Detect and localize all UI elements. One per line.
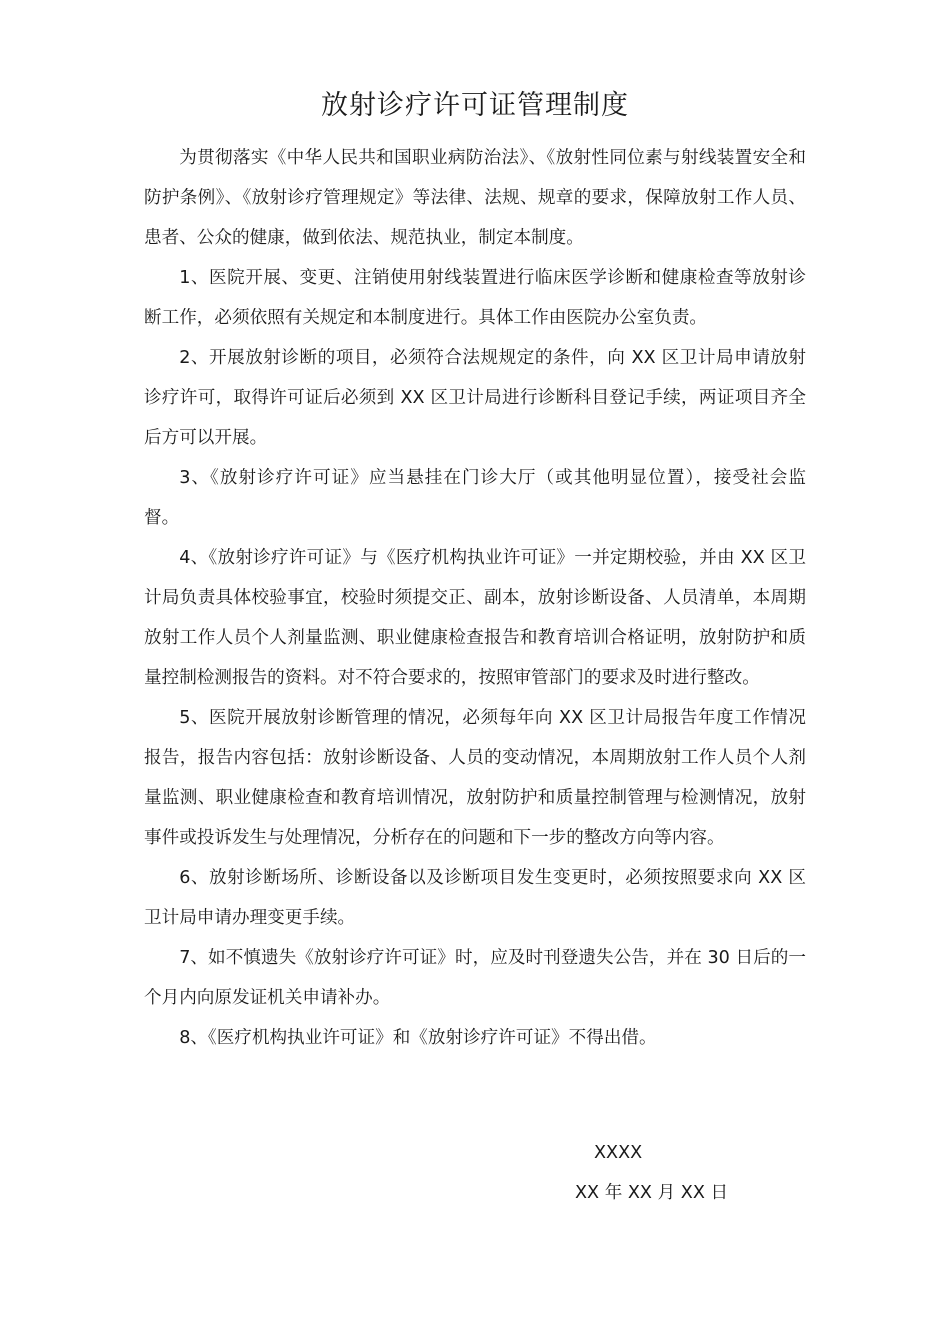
paragraph-item-1: 1、医院开展、变更、注销使用射线装置进行临床医学诊断和健康检查等放射诊断工作，必须依照有关规定和本制度进行。具体工作由医院办公室负责。 [144, 268, 806, 328]
paragraph-item-5: 5、医院开展放射诊断管理的情况，必须每年向 XX 区卫计局报告年度工作情况报告，报告内容包括：放射诊断设备、人员的变动情况，本周期放射工作人员个人剂量监测、职业健康检查和教育培训情况，放射防护和质量控制管理与检测情况，放射事件或投诉发生与处理情况，分析存在的问题和下一步的整改方向等内容。 [144, 708, 806, 848]
paragraph-item-2: 2、开展放射诊断的项目，必须符合法规规定的条件，向 XX 区卫计局申请放射诊疗许可，取得许可证后必须到 XX 区卫计局进行诊断科目登记手续，两证项目齐全后方可以开展。 [144, 348, 806, 448]
paragraph-item-7: 7、如不慎遗失《放射诊疗许可证》时，应及时刊登遗失公告，并在 30 日后的一个月内向原发证机关申请补办。 [144, 948, 806, 1008]
paragraph-intro: 为贯彻落实《中华人民共和国职业病防治法》、《放射性同位素与射线装置安全和防护条例》、《放射诊疗管理规定》等法律、法规、规章的要求，保障放射工作人员、患者、公众的健康，做到依法、规范执业，制定本制度。 [144, 148, 806, 248]
paragraph-item-6: 6、放射诊断场所、诊断设备以及诊断项目发生变更时，必须按照要求向 XX 区卫计局申请办理变更手续。 [144, 868, 806, 928]
paragraph-item-4: 4、《放射诊疗许可证》与《医疗机构执业许可证》一并定期校验，并由 XX 区卫计局负责具体校验事宜，校验时须提交正、副本，放射诊断设备、人员清单，本周期放射工作人员个人剂量监测、职业健康检查报告和教育培训合格证明，放射防护和质量控制检测报告的资料。对不符合要求的，按照审管部门的要求及时进行整改。 [144, 548, 806, 688]
signature-organization: XXXX [594, 1143, 643, 1163]
signature-date: XX 年 XX 月 XX 日 [575, 1183, 729, 1203]
document-body [144, 138, 806, 1058]
paragraph-item-8: 8、《医疗机构执业许可证》和《放射诊疗许可证》不得出借。 [179, 1028, 657, 1048]
document-title: 放射诊疗许可证管理制度 [321, 90, 629, 121]
paragraph-item-3: 3、《放射诊疗许可证》应当悬挂在门诊大厅（或其他明显位置），接受社会监督。 [144, 468, 806, 528]
